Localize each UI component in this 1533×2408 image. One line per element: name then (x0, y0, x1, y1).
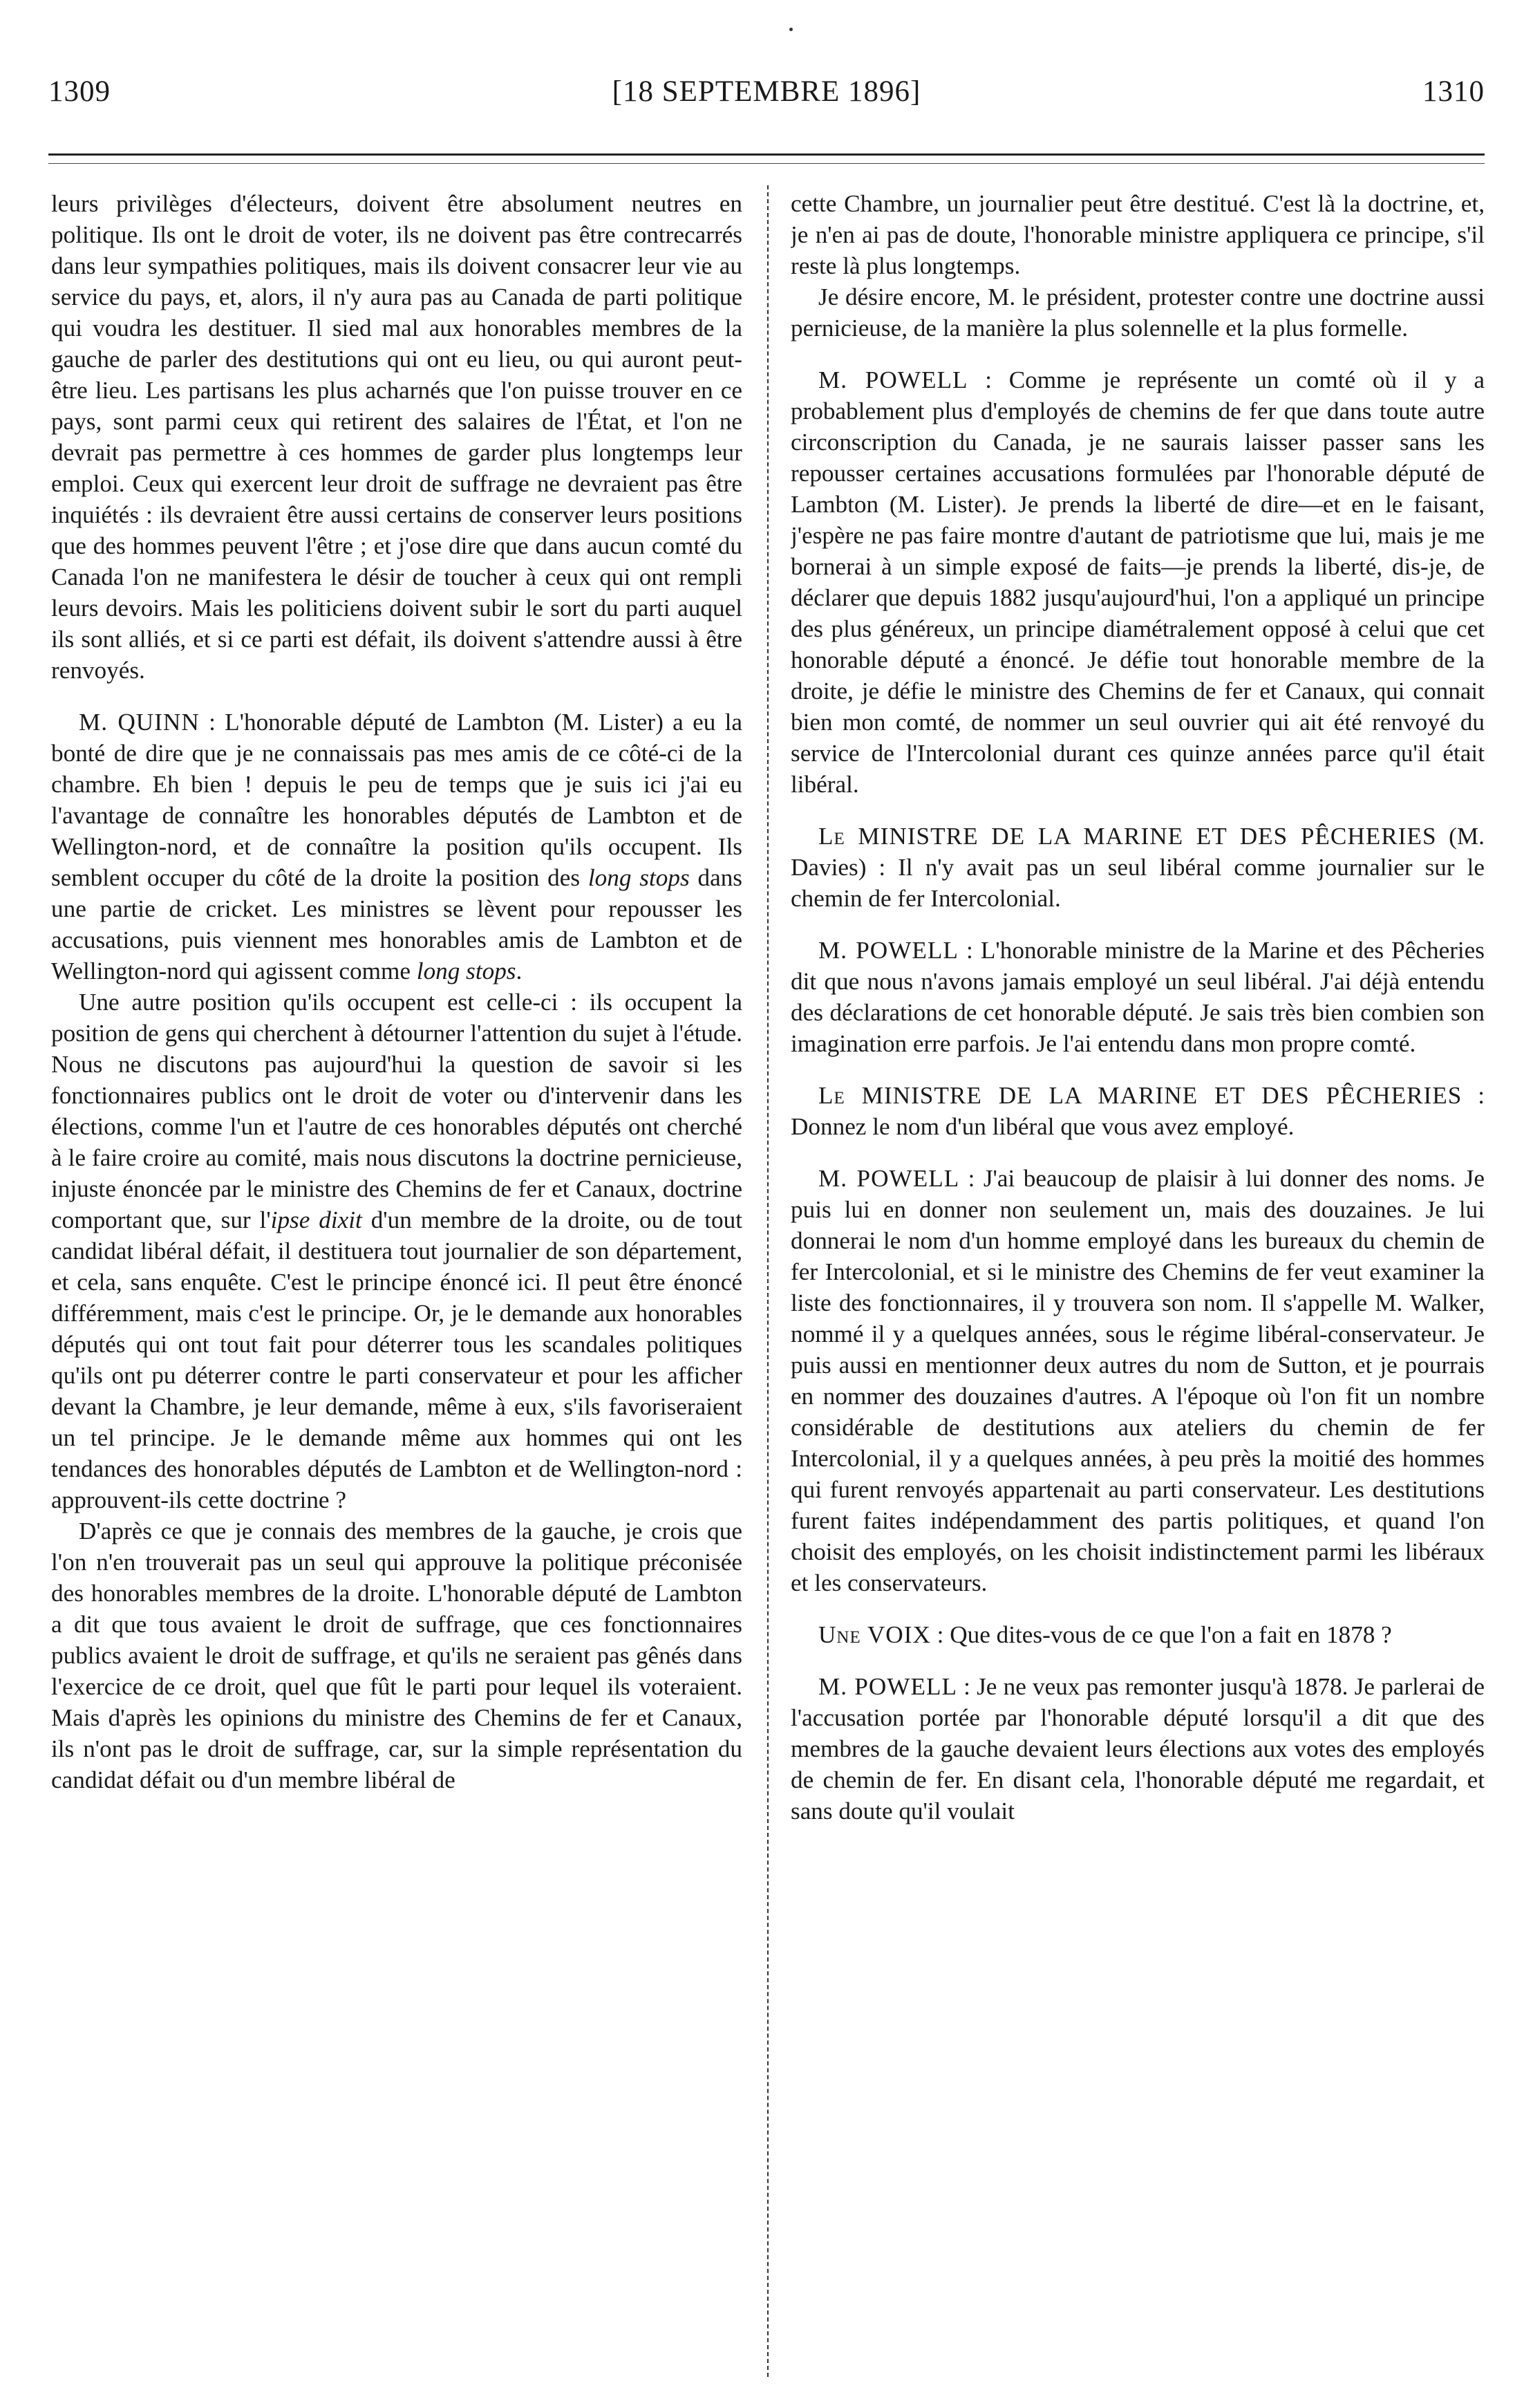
paragraph: leurs privilèges d'électeurs, doivent être absolument neutres en politique. Ils ont le droit de voter, ils ne doivent pas être contrecarrés dans leur sympathies politiques, mais ils doivent consacrer leur vie au service du pays, et, alors, il n'y aura pas au Canada de parti politique qui voudra les destituer. Il sied mal aux honorables membres de la gauche de parler des destitutions qui ont eu lieu, ou qui auront peut-être lieu. Les partisans les plus acharnés que l'on puisse trouver en ce pays, sont parmi ceux qui retirent des salaires de l'État, et l'on ne devrait pas permettre à ces hommes de garder plus longtemps leur emploi. Ceux qui exercent leur droit de suffrage ne devraient pas être inquiétés : ils devraient être aussi certains de conserver leurs positions que des hommes peuvent l'être ; et j'ose dire que dans aucun comté du Canada l'on ne manifestera le désir de toucher à ceux qui ont rempli leurs devoirs. Mais les politiciens doivent subir le sort du parti auquel ils sont alliés, et si ce parti est défait, ils doivent s'attendre aussi à être renvoyés. (51, 190, 742, 684)
header-rule (48, 153, 1485, 156)
page-number-left: 1309 (48, 75, 111, 108)
header-rule-thin (48, 163, 1485, 164)
italic-term: long stops (587, 864, 690, 891)
page-header (48, 75, 1485, 123)
speaker-name: M. POWELL (818, 937, 959, 964)
italic-term: long stops (416, 958, 516, 984)
column-divider (767, 185, 769, 2377)
speaker-name: Le MINISTRE DE LA MARINE ET DES PÊCHERIES (818, 823, 1437, 850)
speaker-name: M. POWELL (818, 366, 968, 393)
speaker-name: M. QUINN (79, 709, 200, 736)
right-column (791, 188, 1485, 2373)
page-number-right: 1310 (1422, 75, 1485, 108)
paragraph: M. POWELL : L'honorable ministre de la Marine et des Pêcheries dit que nous n'avons jamais employé un seul libéral. J'ai déjà entendu des déclarations de cet honorable député. Je sais très bien combien son imagination erre parfois. Je l'ai entendu dans mon propre comté. (791, 937, 1485, 1057)
paragraph: M. QUINN : L'honorable député de Lambton (M. Lister) a eu la bonté de dire que je ne connaissais pas mes amis de ce côté-ci de la chambre. Eh bien ! depuis le peu de temps que je suis ici j'ai eu l'avantage de connaître les honorables députés de Lambton et de Wellington-nord, et de connaître la position qu'ils occupent. Ils semblent occuper du côté de la droite la position des long stops dans une partie de cricket. Les ministres se lèvent pour repousser les accusations, puis viennent mes honorables amis de Lambton et de Wellington-nord qui agissent comme long stops. (51, 709, 742, 984)
speaker-name: M. POWELL (818, 1673, 957, 1700)
speaker-name: Le MINISTRE DE LA MARINE ET DES PÊCHERIES (818, 1082, 1463, 1109)
paragraph: M. POWELL : Comme je représente un comté où il y a probablement plus d'employés de chemins de fer que dans toute autre circonscription du Canada, je ne saurais laisser passer sans les repousser certaines accusations formulées par l'honorable député de Lambton (M. Lister). Je prends la liberté de dire—et en le faisant, j'espère ne pas faire montre d'autant de patriotisme que lui, mais je me bornerai à un simple exposé de faits—je prends la liberté, dis-je, de déclarer que depuis 1882 jusqu'aujourd'hui, l'on a appliqué un principe des plus généreux, un principe diamétralement opposé à celui que cet honorable député a énoncé. Je défie tout honorable membre de la droite, je défie le ministre des Chemins de fer et Canaux, qui connait bien mon comté, de nommer un seul ouvrier qui ait été renvoyé du service de l'Intercolonial durant ces quinze années parce qu'il était libéral. (791, 366, 1485, 798)
paragraph: cette Chambre, un journalier peut être destitué. C'est là la doctrine, et, je n'en ai pas de doute, l'honorable ministre appliquera ce principe, s'il reste là plus longtemps. (791, 190, 1485, 279)
paragraph: Je désire encore, M. le président, protester contre une doctrine aussi pernicieuse, de la manière la plus solennelle et la plus formelle. (791, 283, 1485, 342)
italic-term: ipse dixit (270, 1206, 362, 1233)
paragraph: D'après ce que je connais des membres de la gauche, je crois que l'on n'en trouverait pas un seul qui approuve la politique préconisée des honorables membres de la droite. L'honorable député de Lambton a dit que tous avaient le droit de suffrage, que ces fonctionnaires publics avaient le droit de suffrage, et qu'ils ne seraient pas gênés dans l'exercice de ce droit, quel que fût le parti pour lequel ils voteraient. Mais d'après les opinions du ministre des Chemins de fer et Canaux, ils n'ont pas le droit de suffrage, car, sur la simple représentation du candidat défait ou d'un membre libéral de (51, 1518, 742, 1793)
print-dot (789, 28, 793, 31)
paragraph: M. POWELL : J'ai beaucoup de plaisir à lui donner des noms. Je puis lui en donner non seulement un, mais des douzaines. Je lui donnerai le nom d'un homme employé dans les bureaux du chemin de fer Intercolonial, et si le ministre des Chemins de fer veut examiner la liste des fonctionnaires, il y trouvera son nom. Il s'appelle M. Walker, nommé il y a quelques années, sous le régime libéral-conservateur. Je puis aussi en mentionner deux autres du nom de Sutton, et je pourrais en nommer des douzaines d'autres. A l'époque où l'on fit un nombre considérable de destitutions aux ateliers du chemin de fer Intercolonial, il y a quelques années, à peu près la moitié des hommes qui furent renvoyés appartenait au parti conservateur. Les destitutions furent faites indépendamment des partis politiques, et quand l'on choisit des employés, on les choisit indistinctement parmi les libéraux et les conservateurs. (791, 1165, 1485, 1596)
paragraph: M. POWELL : Je ne veux pas remonter jusqu'à 1878. Je parlerai de l'accusation portée par l'honorable député lorsqu'il a dit que des membres de la gauche devaient leurs élections aux votes des employés de chemin de fer. En disant cela, l'honorable député me regardait, et sans doute qu'il voulait (791, 1673, 1485, 1824)
paragraph: Le MINISTRE DE LA MARINE ET DES PÊCHERIES : Donnez le nom d'un libéral que vous avez employé. (791, 1082, 1485, 1140)
speaker-name: M. POWELL (818, 1165, 960, 1192)
left-column (51, 188, 742, 2373)
header-date: [18 SEPTEMBRE 1896] (612, 75, 921, 108)
paragraph: Une VOIX : Que dites-vous de ce que l'on a fait en 1878 ? (818, 1621, 1392, 1648)
paragraph: Une autre position qu'ils occupent est celle-ci : ils occupent la position de gens qui cherchent à détourner l'attention du sujet à l'étude. Nous ne discutons pas aujourd'hui la question de savoir si les fonctionnaires publics ont le droit de voter ou d'intervenir dans les élections, comme l'un et l'autre de ces honorables députés ont cherché à le faire croire au comité, mais nous discutons la doctrine pernicieuse, injuste énoncée par le ministre des Chemins de fer et Canaux, doctrine comportant que, sur l'ipse dixit d'un membre de la droite, ou de tout candidat libéral défait, il destituera tout journalier de son département, et cela, sans enquête. C'est le principe énoncé ici. Il peut être énoncé différemment, mais c'est le principe. Or, je le demande aux honorables députés qui ont tout fait pour déterrer tous les scandales politiques qu'ils ont pu déterrer contre le parti conservateur et pour les afficher devant la Chambre, je leur demande, même à eux, s'ils favoriseraient un tel principe. Je le demande même aux hommes qui ont les tendances des honorables députés de Lambton et de Wellington-nord : approuvent-ils cette doctrine ? (51, 989, 742, 1513)
speaker-name: Une VOIX (818, 1621, 931, 1648)
paragraph: Le MINISTRE DE LA MARINE ET DES PÊCHERIES (M. Davies) : Il n'y avait pas un seul libéral comme journalier sur le chemin de fer Intercolonial. (791, 823, 1485, 912)
